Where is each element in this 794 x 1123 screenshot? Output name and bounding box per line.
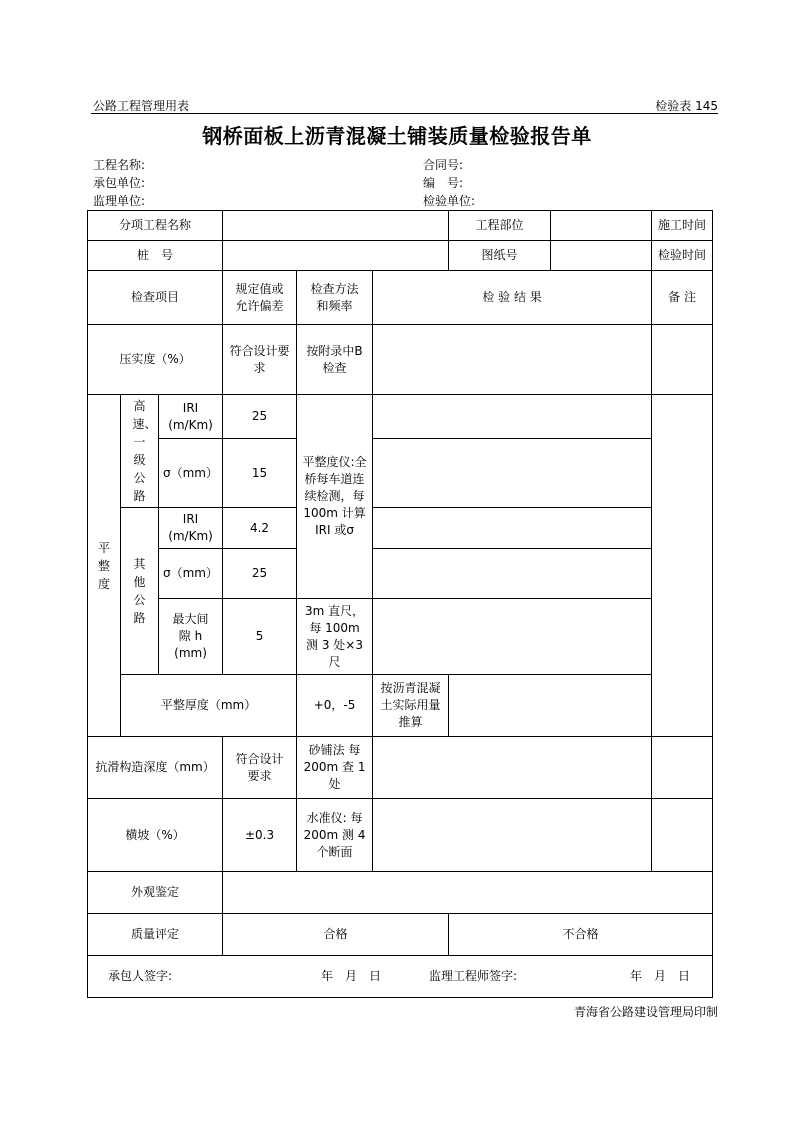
- compaction-item: 压实度（%）: [88, 325, 223, 395]
- contractor-label: 承包单位:: [93, 176, 146, 190]
- slope-item: 横坡（%）: [88, 799, 223, 872]
- quality-label: 质量评定: [88, 914, 223, 956]
- thickness-method: [373, 675, 449, 737]
- drawing-no-value[interactable]: [551, 241, 652, 271]
- compaction-tolerance: [223, 325, 297, 395]
- slope-method: [297, 799, 373, 872]
- col-tolerance-text: 规定值或允许偏差: [235, 281, 284, 313]
- skid-remark[interactable]: [652, 737, 713, 799]
- printer-credit: 青海省公路建设管理局印制: [573, 1005, 718, 1019]
- engineer-sign-label: 监理工程师签字:: [429, 969, 518, 983]
- sub-project-label: 分项工程名称: [88, 211, 223, 241]
- compaction-method: [297, 325, 373, 395]
- slope-result[interactable]: [373, 799, 652, 872]
- other-iri-text: IRI (m/Km): [168, 512, 213, 543]
- part-label: 工程部位: [449, 211, 551, 241]
- skid-tolerance-text: 符合设计要求: [235, 751, 284, 783]
- project-name-label: 工程名称:: [93, 158, 146, 172]
- other-iri-tolerance: 4.2: [223, 508, 297, 549]
- slope-method-text: 水准仪: 每 200m 测 4 个断面: [303, 810, 366, 859]
- supervisor-label: 监理单位:: [93, 194, 146, 208]
- max-gap-result[interactable]: [373, 599, 652, 675]
- form-number: 检验表 145: [655, 99, 718, 113]
- other-sigma-result[interactable]: [373, 549, 652, 599]
- highway-iri-label: [159, 395, 223, 439]
- skid-method-text: 砂铺法 每 200m 查 1 处: [303, 743, 366, 791]
- profiler-method: [297, 395, 373, 599]
- profiler-method-text: 平整度仪:全桥每车道连续检测，每100m 计算 IRI 或σ: [302, 455, 367, 537]
- col-tolerance-header: [223, 271, 297, 325]
- signature-row: [88, 956, 713, 998]
- highway-iri-text: IRI (m/Km): [168, 400, 213, 432]
- col-item-header: 检查项目: [88, 271, 223, 325]
- form-category: 公路工程管理用表: [93, 99, 190, 113]
- contractor-sign-label: 承包人签字:: [108, 969, 173, 983]
- serial-no-label: 编 号:: [423, 176, 464, 190]
- appearance-label: 外观鉴定: [88, 872, 223, 914]
- other-iri-label: [159, 508, 223, 549]
- station-value[interactable]: [223, 241, 449, 271]
- thickness-result[interactable]: [449, 675, 713, 737]
- max-gap-label: [159, 599, 223, 675]
- appearance-value[interactable]: [223, 872, 713, 914]
- highway-group-text: 高速、一级公路: [132, 399, 157, 503]
- compaction-result[interactable]: [373, 325, 652, 395]
- col-method-header: [297, 271, 373, 325]
- other-road-group: [121, 508, 159, 675]
- page-title: 钢桥面板上沥青混凝土铺装质量检验报告单: [202, 124, 592, 148]
- compaction-remark[interactable]: [652, 325, 713, 395]
- compaction-tolerance-text: 符合设计要求: [229, 343, 290, 375]
- col-remark-header: 备 注: [652, 271, 713, 325]
- sub-project-value[interactable]: [223, 211, 449, 241]
- slope-tolerance: ±0.3: [223, 799, 297, 872]
- other-sigma-label: σ（mm）: [159, 549, 223, 599]
- engineer-sign-date: 年 月 日: [630, 969, 691, 983]
- quality-fail[interactable]: 不合格: [449, 914, 713, 956]
- skid-method: [297, 737, 373, 799]
- drawing-no-label: 图纸号: [449, 241, 551, 271]
- col-result-header: 检 验 结 果: [373, 271, 652, 325]
- construction-time-label: 施工时间: [652, 211, 713, 241]
- skid-result[interactable]: [373, 737, 652, 799]
- highway-group: [121, 395, 159, 508]
- header-rule: [91, 113, 718, 114]
- flatness-group-text: 平整度: [97, 540, 110, 591]
- quality-pass[interactable]: 合格: [223, 914, 449, 956]
- highway-sigma-tolerance: 15: [223, 439, 297, 508]
- inspection-time-label: 检验时间: [652, 241, 713, 271]
- highway-sigma-result[interactable]: [373, 439, 652, 508]
- part-value[interactable]: [551, 211, 652, 241]
- highway-sigma-label: σ（mm）: [159, 439, 223, 508]
- station-label: 桩 号: [88, 241, 223, 271]
- ruler-method-text: 3m 直尺，每 100m 测 3 处×3 尺: [304, 603, 365, 669]
- inspector-label: 检验单位:: [423, 194, 476, 208]
- highway-iri-result[interactable]: [373, 395, 652, 439]
- compaction-method-text: 按附录中B检查: [306, 343, 363, 375]
- flatness-group: [88, 395, 121, 737]
- contractor-sign-date: 年 月 日: [321, 969, 382, 983]
- max-gap-tolerance: 5: [223, 599, 297, 675]
- other-sigma-tolerance: 25: [223, 549, 297, 599]
- ruler-method: [297, 599, 373, 675]
- highway-iri-tolerance: 25: [223, 395, 297, 439]
- skid-tolerance: [223, 737, 297, 799]
- other-iri-result[interactable]: [373, 508, 652, 549]
- thickness-tolerance: +0，-5: [297, 675, 373, 737]
- thickness-method-text: 按沥青混凝土实际用量推算: [380, 681, 441, 729]
- other-road-group-text: 其他公路: [133, 557, 146, 625]
- contract-no-label: 合同号:: [423, 158, 464, 172]
- inspection-table: [87, 210, 713, 998]
- max-gap-text: 最大间隙 h (mm): [172, 612, 209, 660]
- skid-item: 抗滑构造深度（mm）: [88, 737, 223, 799]
- slope-remark[interactable]: [652, 799, 713, 872]
- col-method-text: 检查方法和频率: [310, 281, 359, 313]
- thickness-item: 平整厚度（mm）: [121, 675, 297, 737]
